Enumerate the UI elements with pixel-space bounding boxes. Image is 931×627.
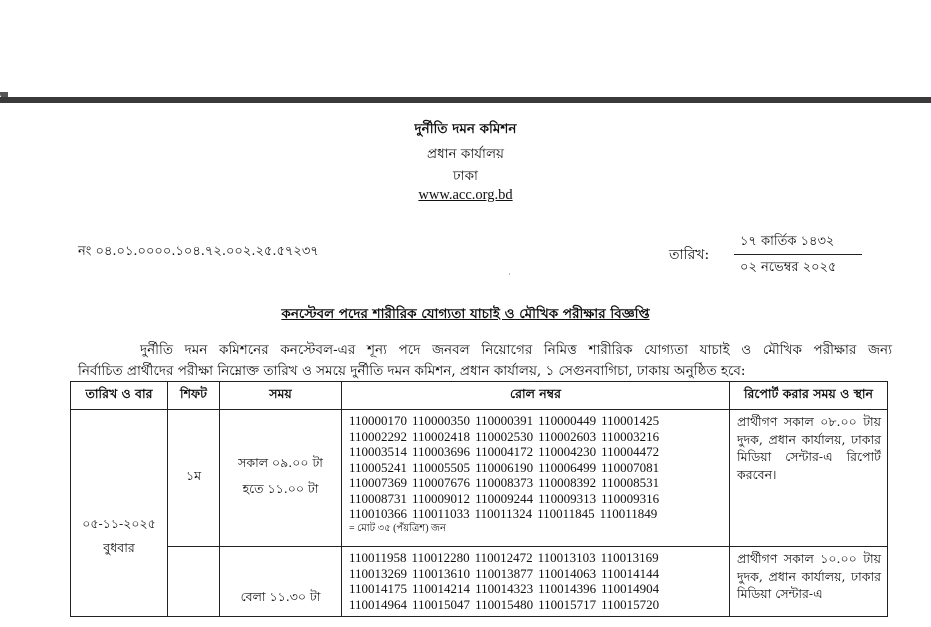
roll-number: 110008392 bbox=[538, 475, 597, 490]
header-divider-bar bbox=[0, 97, 931, 103]
roll-number: 110014323 bbox=[475, 581, 534, 596]
roll-number: 110002292 bbox=[349, 428, 408, 444]
roll-number: 110015480 bbox=[475, 596, 534, 612]
roll-row bbox=[349, 597, 729, 613]
city-name: ঢাকা bbox=[453, 168, 478, 184]
roll-number: 110008373 bbox=[475, 475, 534, 490]
date-gregorian: ০২ নভেম্বর ২০২৫ bbox=[740, 260, 837, 275]
roll-number: 110000170 bbox=[349, 413, 408, 428]
roll-number: 110014214 bbox=[412, 581, 471, 596]
time-start: সকাল ০৯.০০ টা bbox=[238, 455, 323, 470]
table-header-row bbox=[71, 382, 888, 410]
roll-number: 110003514 bbox=[349, 444, 408, 459]
header-roll: রোল নম্বর bbox=[342, 382, 730, 410]
roll-number: 110012472 bbox=[474, 550, 533, 565]
roll-number: 110014904 bbox=[601, 581, 660, 596]
roll-row bbox=[349, 491, 729, 507]
time-start: বেলা ১১.৩০ টা bbox=[240, 589, 321, 604]
roll-number: 110004472 bbox=[601, 444, 660, 459]
time-cell bbox=[220, 410, 342, 547]
roll-number: 110013103 bbox=[537, 550, 596, 565]
shift-cell: ১ম bbox=[168, 410, 220, 547]
roll-row bbox=[349, 581, 729, 597]
roll-number: 110014396 bbox=[538, 581, 597, 596]
roll-number: 110001425 bbox=[601, 413, 660, 428]
table-row bbox=[71, 547, 888, 617]
roll-number: 110005241 bbox=[349, 459, 408, 475]
roll-number: 110002603 bbox=[538, 428, 597, 444]
roll-number: 110009244 bbox=[475, 490, 534, 506]
roll-number: 110008731 bbox=[349, 490, 408, 506]
exam-day: বুধবার bbox=[103, 540, 135, 555]
roll-row bbox=[349, 460, 729, 476]
roll-row bbox=[349, 429, 729, 445]
roll-row bbox=[349, 475, 729, 491]
roll-cell bbox=[342, 410, 730, 547]
header-report: রিপোর্ট করার সময় ও স্থান bbox=[730, 382, 888, 410]
schedule-table bbox=[70, 381, 888, 617]
roll-number: 110008531 bbox=[601, 475, 660, 490]
time-end: হতে ১১.০০ টা bbox=[242, 481, 319, 496]
time-cell bbox=[220, 547, 342, 617]
date-divider bbox=[734, 254, 862, 255]
memo-number: নং ০৪.০১.০০০০.১০৪.৭২.০০২.২৫.৫৭২৩৭ bbox=[78, 244, 319, 259]
office-name: প্রধান কার্যালয় bbox=[427, 146, 504, 162]
roll-number: 110003696 bbox=[412, 444, 471, 459]
roll-number: 110007369 bbox=[349, 475, 408, 490]
roll-number: 110011845 bbox=[537, 506, 595, 521]
roll-cell bbox=[342, 547, 730, 617]
body-line-2: নির্বাচিত প্রার্থীদের পরীক্ষা নিম্নোক্ত তারিখ ও সময়ে দুর্নীতি দমন কমিশন, প্রধান কার্যালয়, ১ সেগুনবাগিচা, ঢাকায় অনুষ্ঠিত হবে: bbox=[78, 363, 746, 379]
roll-number: 110003216 bbox=[601, 428, 660, 444]
exam-date: ০৫-১১-২০২৫ bbox=[82, 516, 156, 531]
roll-number: 110011324 bbox=[474, 506, 533, 521]
roll-row bbox=[349, 413, 729, 429]
table-row bbox=[71, 410, 888, 547]
shift-cell bbox=[168, 547, 220, 617]
roll-number: 110007081 bbox=[601, 459, 660, 475]
roll-number: 110006499 bbox=[538, 459, 597, 475]
roll-number: 110009313 bbox=[538, 490, 597, 506]
roll-number: 110004172 bbox=[475, 444, 534, 459]
roll-number: 110015717 bbox=[538, 596, 597, 612]
notice-subject: কনস্টেবল পদের শারীরিক যোগ্যতা যাচাই ও মৌখিক পরীক্ষার বিজ্ঞপ্তি bbox=[281, 306, 650, 322]
date-cell bbox=[71, 410, 168, 617]
roll-number: 110011958 bbox=[349, 550, 407, 565]
roll-number: 110011849 bbox=[599, 506, 658, 521]
roll-number: 110013610 bbox=[412, 565, 471, 581]
org-name: দুর্নীতি দমন কমিশন bbox=[414, 121, 517, 137]
body-line-1: দুর্নীতি দমন কমিশনের কনস্টেবল-এর শূন্য পদে জনবল নিয়োগের নিমিত্ত শারীরিক যোগ্যতা যাচাই ও মৌখিক পরীক্ষার জন্য bbox=[140, 342, 892, 358]
roll-number: 110002530 bbox=[475, 428, 534, 444]
roll-number: 110013169 bbox=[600, 550, 659, 565]
roll-number: 110000391 bbox=[475, 413, 534, 428]
report-cell: প্রার্থীগণ সকাল ০৮.০০ টায় দুদক, প্রধান কার্যালয়, ঢাকার মিডিয়া সেন্টার-এ রিপোর্ট করবেন। bbox=[730, 410, 888, 547]
roll-number: 110014144 bbox=[601, 565, 660, 581]
header-date: তারিখ ও বার bbox=[71, 382, 168, 410]
roll-number: 110015047 bbox=[412, 596, 471, 612]
roll-number: 110004230 bbox=[538, 444, 597, 459]
roll-number: 110011033 bbox=[412, 506, 470, 521]
roll-number: 110006190 bbox=[475, 459, 534, 475]
roll-number: 110007676 bbox=[412, 475, 471, 490]
roll-number: 110014964 bbox=[349, 596, 408, 612]
roll-total: = মোট ৩৫ (পঁয়ত্রিশ) জন bbox=[349, 522, 446, 534]
roll-row bbox=[349, 444, 729, 460]
roll-number: 110012280 bbox=[411, 550, 470, 565]
date-bangla: ১৭ কার্তিক ১৪৩২ bbox=[740, 234, 835, 249]
roll-number: 110014175 bbox=[349, 581, 408, 596]
roll-number: 110002418 bbox=[412, 428, 471, 444]
roll-number: 110015720 bbox=[601, 596, 660, 612]
header-shift: শিফট bbox=[168, 382, 220, 410]
roll-number: 110014063 bbox=[538, 565, 597, 581]
report-cell: প্রার্থীগণ সকাল ১০.০০ টায় দুদক, প্রধান কার্যালয়, ঢাকার মিডিয়া সেন্টার-এ bbox=[730, 547, 888, 617]
roll-number: 110013269 bbox=[349, 565, 408, 581]
roll-number: 110013877 bbox=[475, 565, 534, 581]
speck: · bbox=[508, 270, 511, 280]
date-label: তারিখ: bbox=[669, 247, 710, 263]
header-time: সময় bbox=[220, 382, 342, 410]
roll-number: 110000350 bbox=[412, 413, 471, 428]
roll-number: 110010366 bbox=[349, 506, 408, 521]
roll-number: 110005505 bbox=[412, 459, 471, 475]
roll-number: 110009012 bbox=[412, 490, 471, 506]
roll-row bbox=[349, 550, 729, 566]
roll-number: 110000449 bbox=[538, 413, 597, 428]
website-link[interactable]: www.acc.org.bd bbox=[418, 187, 513, 203]
roll-row bbox=[349, 566, 729, 582]
roll-number: 110009316 bbox=[601, 490, 660, 506]
roll-row bbox=[349, 506, 729, 522]
